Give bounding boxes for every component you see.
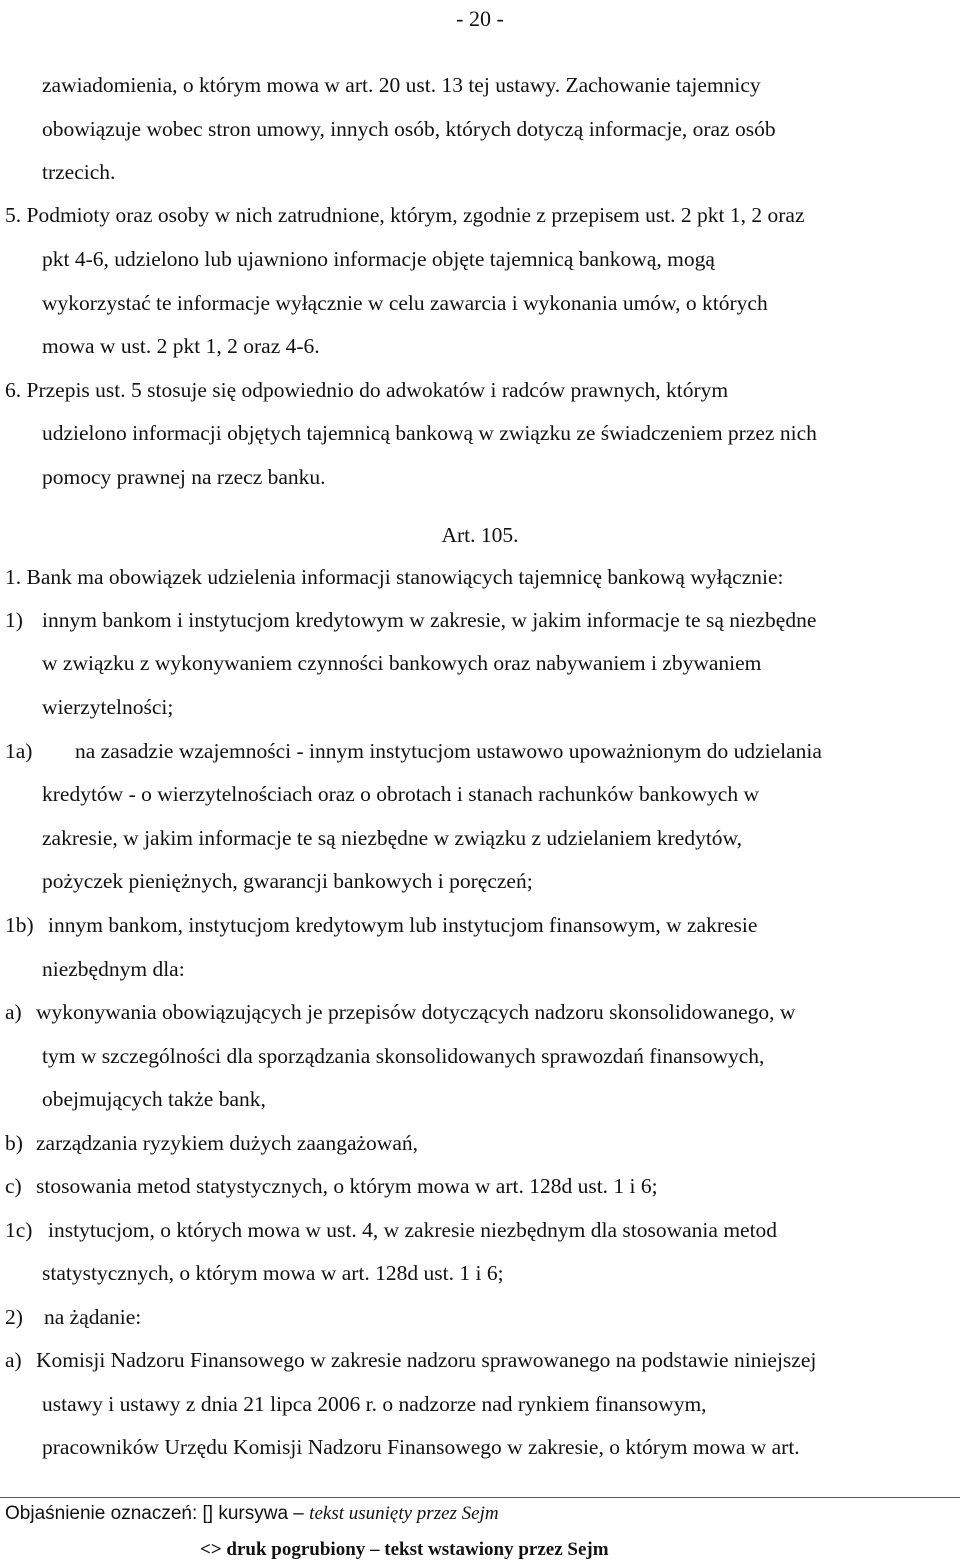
article-title: Art. 105. (441, 523, 519, 547)
footer-divider (0, 1497, 960, 1498)
item-text: Komisji Nadzoru Finansowego w zakresie nadzoru sprawowanego na podstawie niniejszej (36, 1348, 817, 1372)
item-text: ustawy i ustawy z dnia 21 lipca 2006 r. o nadzorze nad rynkiem finansowym, (42, 1392, 707, 1416)
item-label: a) (5, 1000, 22, 1024)
item-label: b) (5, 1131, 23, 1155)
text-line: trzecich. (42, 160, 116, 184)
item-text: na żądanie: (44, 1305, 142, 1329)
paragraph-6-line: 6. Przepis ust. 5 stosuje się odpowiednio do adwokatów i radców prawnych, którym (5, 378, 729, 402)
item-text: stosowania metod statystycznych, o którym mowa w art. 128d ust. 1 i 6; (36, 1174, 658, 1198)
item-text: obejmujących także bank, (42, 1087, 266, 1111)
footer-legend-italic: tekst usunięty przez Sejm (309, 1503, 499, 1524)
footer-legend-prefix: Objaśnienie oznaczeń: [] kursywa – (5, 1503, 304, 1524)
item-text: statystycznych, o którym mowa w art. 128d ust. 1 i 6; (42, 1261, 504, 1285)
text-line: pomocy prawnej na rzecz banku. (42, 465, 326, 489)
text-line: wykorzystać te informacje wyłącznie w celu zawarcia i wykonania umów, o których (42, 291, 768, 315)
item-text: pracowników Urzędu Komisji Nadzoru Finansowego w zakresie, o którym mowa w art. (42, 1435, 800, 1459)
text-line: obowiązuje wobec stron umowy, innych osób, których dotyczą informacje, oraz osób (42, 117, 776, 141)
item-text: wykonywania obowiązujących je przepisów dotyczących nadzoru skonsolidowanego, w (36, 1000, 796, 1024)
item-label: 1c) (5, 1218, 33, 1242)
item-text: kredytów - o wierzytelnościach oraz o obrotach i stanach rachunków bankowych w (42, 782, 760, 806)
item-text: w związku z wykonywaniem czynności bankowych oraz nabywaniem i zbywaniem (42, 651, 762, 675)
page-number: - 20 - (456, 6, 504, 31)
item-label: c) (5, 1174, 22, 1198)
text-line: udzielono informacji objętych tajemnicą bankową w związku ze świadczeniem przez nich (42, 421, 817, 445)
item-label: 1) (5, 608, 23, 632)
item-label: 1b) (5, 913, 34, 937)
item-text: zarządzania ryzykiem dużych zaangażowań, (36, 1131, 418, 1155)
item-text: instytucjom, o których mowa w ust. 4, w zakresie niezbędnym dla stosowania metod (48, 1218, 778, 1242)
item-text: na zasadzie wzajemności - innym instytucjom ustawowo upoważnionym do udzielania (75, 739, 822, 763)
item-text: innym bankom i instytucjom kredytowym w zakresie, w jakim informacje te są niezbędne (42, 608, 817, 632)
item-label: 1a) (5, 739, 33, 763)
item-text: zakresie, w jakim informacje te są niezbędne w związku z udzielaniem kredytów, (42, 826, 743, 850)
item-text: innym bankom, instytucjom kredytowym lub instytucjom finansowym, w zakresie (48, 913, 758, 937)
text-line: pkt 4-6, udzielono lub ujawniono informacje objęte tajemnicą bankową, mogą (42, 247, 715, 271)
article-paragraph-1: 1. Bank ma obowiązek udzielenia informacji stanowiących tajemnicę bankową wyłącznie: (5, 565, 784, 589)
item-text: wierzytelności; (42, 695, 174, 719)
item-text: pożyczek pieniężnych, gwarancji bankowych i poręczeń; (42, 869, 533, 893)
paragraph-5-line: 5. Podmioty oraz osoby w nich zatrudnione, którym, zgodnie z przepisem ust. 2 pkt 1, 2 oraz (5, 203, 805, 227)
text-line: mowa w ust. 2 pkt 1, 2 oraz 4-6. (42, 334, 320, 358)
item-text: niezbędnym dla: (42, 957, 185, 981)
text-line: zawiadomienia, o którym mowa w art. 20 ust. 13 tej ustawy. Zachowanie tajemnicy (42, 73, 761, 97)
item-text: tym w szczególności dla sporządzania skonsolidowanych sprawozdań finansowych, (42, 1044, 765, 1068)
footer-legend-bold: <> druk pogrubiony – tekst wstawiony przez Sejm (200, 1539, 609, 1560)
item-label: 2) (5, 1305, 23, 1329)
footer-legend (5, 1503, 499, 1525)
item-label: a) (5, 1348, 22, 1372)
